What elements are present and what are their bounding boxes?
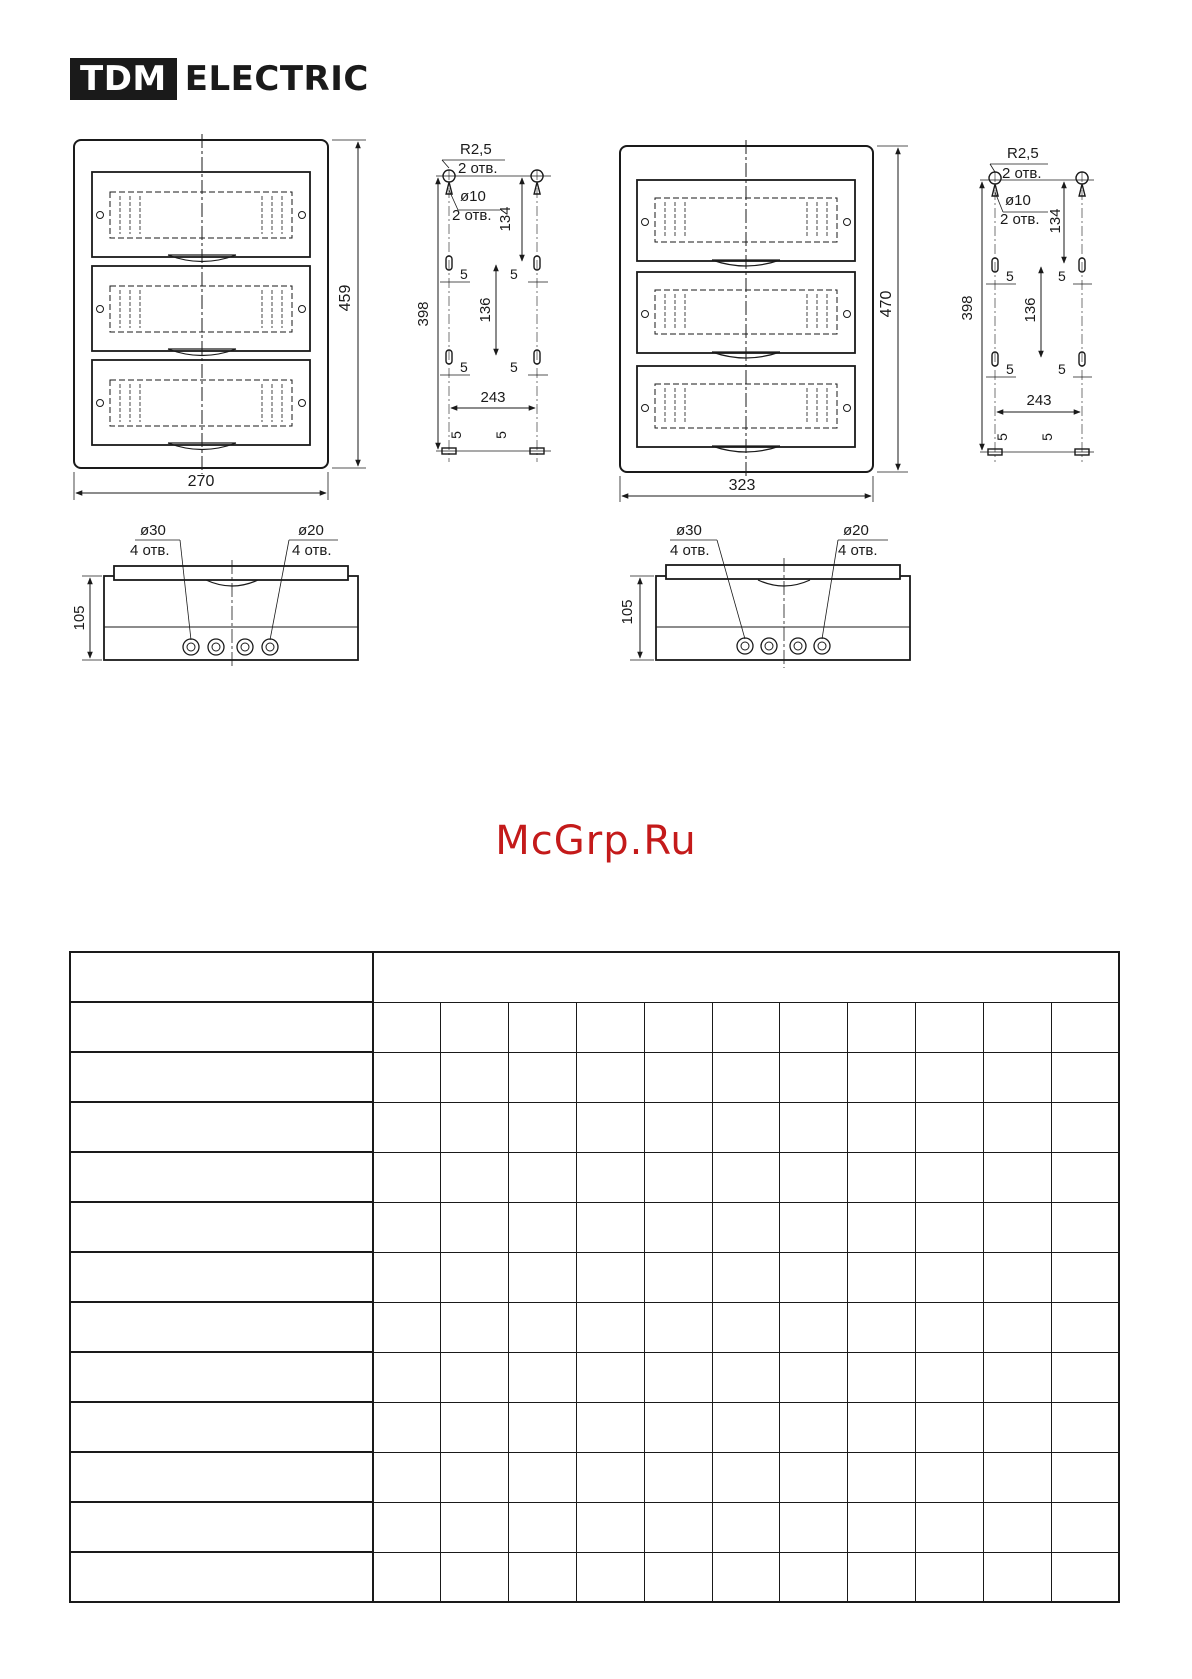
table-cell: [509, 1052, 577, 1102]
table-cell: [780, 1102, 848, 1152]
table-cell: [441, 1502, 509, 1552]
left-mount-total: 398: [415, 301, 432, 327]
left-mount-slot-3: 5: [460, 359, 468, 375]
table-cell: [576, 1552, 644, 1602]
table-cell: [848, 1552, 916, 1602]
right-hole-small-count: 4 отв.: [838, 542, 878, 559]
right-mount-radius: R2,5: [1007, 145, 1039, 162]
table-row: [70, 1352, 1119, 1402]
table-cell: [983, 1502, 1051, 1552]
table-cell: [1051, 1352, 1119, 1402]
left-mount-radius: R2,5: [460, 141, 492, 158]
table-cell: [712, 1402, 780, 1452]
table-cell: [70, 1302, 373, 1352]
table-cell: [848, 1402, 916, 1452]
table-cell: [916, 1502, 984, 1552]
table-row: [70, 1102, 1119, 1152]
table-cell: [712, 1102, 780, 1152]
table-cell: [576, 1502, 644, 1552]
table-cell: [983, 1202, 1051, 1252]
table-cell: [70, 1002, 373, 1052]
table-cell: [441, 1002, 509, 1052]
table-cell: [1051, 1552, 1119, 1602]
table-cell: [70, 1252, 373, 1302]
table-cell: [780, 1402, 848, 1452]
table-cell: [644, 1402, 712, 1452]
table-cell: [1051, 1152, 1119, 1202]
table-cell: [780, 1302, 848, 1352]
left-mount-slot-2: 5: [510, 266, 518, 282]
table-cell: [70, 952, 373, 1002]
table-cell: [848, 1102, 916, 1152]
table-cell: [916, 1002, 984, 1052]
right-mount-mid-gap: 136: [1022, 297, 1039, 323]
left-bottom-view: [82, 540, 358, 668]
table-cell: [916, 1352, 984, 1402]
table-cell: [576, 1002, 644, 1052]
right-bottom-view: [630, 540, 910, 668]
table-row: [70, 1552, 1119, 1602]
table-cell: [848, 1152, 916, 1202]
table-cell: [712, 1052, 780, 1102]
table-row: [70, 1452, 1119, 1502]
right-depth-label: 105: [619, 599, 636, 625]
table-cell: [916, 1052, 984, 1102]
table-cell: [780, 1252, 848, 1302]
table-cell: [509, 1302, 577, 1352]
table-cell: [848, 1452, 916, 1502]
left-mount-hole: ø10: [460, 188, 486, 205]
table-cell: [644, 1202, 712, 1252]
table-cell: [373, 1152, 441, 1202]
table-cell: [509, 1352, 577, 1402]
table-cell: [848, 1352, 916, 1402]
table-cell: [576, 1302, 644, 1352]
table-cell: [712, 1002, 780, 1052]
table-cell: [70, 1552, 373, 1602]
table-cell: [644, 1152, 712, 1202]
table-cell: [780, 1202, 848, 1252]
table-cell: [1051, 1402, 1119, 1452]
table-cell: [373, 1502, 441, 1552]
left-mount-slot-4: 5: [510, 359, 518, 375]
table-row: [70, 1152, 1119, 1202]
table-cell: [644, 1452, 712, 1502]
table-cell: [441, 1152, 509, 1202]
right-mount-slot-2: 5: [1058, 268, 1066, 284]
table-cell: [848, 1202, 916, 1252]
table-row: [70, 1402, 1119, 1452]
right-mount-slot-1: 5: [1006, 268, 1014, 284]
table-cell: [780, 1002, 848, 1052]
table-cell: [1051, 1302, 1119, 1352]
table-cell: [983, 1402, 1051, 1452]
right-front-view: [620, 140, 908, 502]
table-cell: [509, 1252, 577, 1302]
table-cell: [916, 1402, 984, 1452]
table-cell: [70, 1352, 373, 1402]
table-cell: [644, 1302, 712, 1352]
table-cell: [712, 1202, 780, 1252]
left-mount-slot-6: 5: [493, 431, 509, 439]
table-cell: [70, 1452, 373, 1502]
table-cell: [509, 1102, 577, 1152]
table-cell: [576, 1052, 644, 1102]
table-cell: [441, 1552, 509, 1602]
table-cell: [1051, 1052, 1119, 1102]
table-cell: [576, 1252, 644, 1302]
table-cell: [1051, 1102, 1119, 1152]
right-mount-hole-count: 2 отв.: [1000, 211, 1040, 228]
right-mount-total: 398: [959, 295, 976, 321]
table-cell: [712, 1452, 780, 1502]
table-cell: [848, 1052, 916, 1102]
right-mount-slot-5: 5: [994, 433, 1010, 441]
table-cell: [576, 1152, 644, 1202]
table-cell: [70, 1102, 373, 1152]
table-cell: [644, 1252, 712, 1302]
left-mount-top-gap: 134: [497, 206, 514, 232]
table-row: [70, 1502, 1119, 1552]
table-cell: [916, 1552, 984, 1602]
table-cell: [983, 1052, 1051, 1102]
left-front-view: [74, 134, 366, 500]
table-cell: [1051, 1452, 1119, 1502]
table-cell: [983, 1302, 1051, 1352]
left-hole-small-count: 4 отв.: [292, 542, 332, 559]
table-cell: [373, 1302, 441, 1352]
table-cell: [712, 1552, 780, 1602]
table-row: [70, 1252, 1119, 1302]
table-cell: [916, 1102, 984, 1152]
right-mount-radius-count: 2 отв.: [1002, 165, 1042, 182]
table-cell: [70, 1202, 373, 1252]
table-cell: [509, 1452, 577, 1502]
table-cell: [509, 1502, 577, 1552]
table-cell: [712, 1502, 780, 1552]
table-cell: [983, 1152, 1051, 1202]
brand-logo-box: TDM: [70, 58, 177, 100]
left-mount-slot-1: 5: [460, 266, 468, 282]
table-cell: [916, 1202, 984, 1252]
table-cell: [780, 1552, 848, 1602]
right-mount-slot-6: 5: [1039, 433, 1055, 441]
table-cell: [712, 1152, 780, 1202]
table-cell: [70, 1052, 373, 1102]
table-cell: [509, 1002, 577, 1052]
table-cell: [441, 1202, 509, 1252]
table-cell: [373, 1202, 441, 1252]
left-mount-mid-gap: 136: [477, 297, 494, 323]
table-cell: [780, 1052, 848, 1102]
left-mount-slot-5: 5: [448, 431, 464, 439]
table-cell: [70, 1152, 373, 1202]
table-cell: [848, 1502, 916, 1552]
table-cell: [712, 1352, 780, 1402]
table-cell: [644, 1502, 712, 1552]
table-cell: [576, 1102, 644, 1152]
table-cell: [373, 1402, 441, 1452]
right-hole-small: ø20: [843, 522, 869, 539]
table-cell: [441, 1102, 509, 1152]
table-cell: [780, 1502, 848, 1552]
table-cell: [509, 1402, 577, 1452]
left-hole-small: ø20: [298, 522, 324, 539]
table-cell: [712, 1302, 780, 1352]
spec-table: [69, 951, 1120, 1603]
table-cell: [848, 1302, 916, 1352]
table-cell: [644, 1052, 712, 1102]
table-row: [70, 1302, 1119, 1352]
table-row: [70, 1002, 1119, 1052]
right-mount-top-gap: 134: [1047, 208, 1064, 234]
right-hole-large-count: 4 отв.: [670, 542, 710, 559]
table-cell: [576, 1452, 644, 1502]
table-cell: [983, 1352, 1051, 1402]
right-hole-large: ø30: [676, 522, 702, 539]
table-cell: [983, 1552, 1051, 1602]
table-cell: [983, 1002, 1051, 1052]
table-cell: [780, 1452, 848, 1502]
technical-drawings: [0, 0, 1192, 700]
table-cell: [1051, 1202, 1119, 1252]
left-mount-spacing: 243: [480, 389, 506, 406]
right-mount-spacing: 243: [1026, 392, 1052, 409]
table-cell: [373, 1552, 441, 1602]
table-cell: [712, 1252, 780, 1302]
right-height-label: 470: [878, 290, 895, 318]
table-cell: [509, 1202, 577, 1252]
table-cell: [848, 1002, 916, 1052]
table-cell: [441, 1452, 509, 1502]
table-row: [70, 1052, 1119, 1102]
table-cell: [576, 1352, 644, 1402]
table-cell: [983, 1452, 1051, 1502]
table-cell: [916, 1252, 984, 1302]
table-cell: [1051, 1002, 1119, 1052]
table-cell: [373, 1002, 441, 1052]
right-width-label: 323: [728, 477, 756, 494]
table-cell: [373, 1102, 441, 1152]
table-cell: [509, 1152, 577, 1202]
table-cell: [983, 1102, 1051, 1152]
left-mount-hole-count: 2 отв.: [452, 207, 492, 224]
table-cell: [644, 1552, 712, 1602]
table-cell: [70, 1502, 373, 1552]
table-cell: [576, 1202, 644, 1252]
table-cell: [780, 1352, 848, 1402]
right-mount-slot-3: 5: [1006, 361, 1014, 377]
table-cell: [441, 1252, 509, 1302]
watermark: McGrp.Ru: [495, 818, 697, 864]
table-cell: [644, 1352, 712, 1402]
left-depth-label: 105: [71, 605, 88, 631]
brand-logo-name: ELECTRIC: [184, 59, 369, 99]
left-mount-radius-count: 2 отв.: [458, 160, 498, 177]
table-cell: [441, 1402, 509, 1452]
table-row: [70, 1202, 1119, 1252]
table-header-row: [70, 952, 1119, 1002]
table-cell: [441, 1052, 509, 1102]
left-height-label: 459: [337, 284, 354, 312]
table-cell: [509, 1552, 577, 1602]
table-cell: [1051, 1502, 1119, 1552]
table-cell: [373, 1452, 441, 1502]
table-cell: [983, 1252, 1051, 1302]
table-cell: [644, 1002, 712, 1052]
right-mount-hole: ø10: [1005, 192, 1031, 209]
table-cell: [373, 952, 1119, 1002]
table-cell: [916, 1452, 984, 1502]
table-cell: [644, 1102, 712, 1152]
table-cell: [848, 1252, 916, 1302]
left-width-label: 270: [187, 473, 215, 490]
table-cell: [576, 1402, 644, 1452]
table-cell: [373, 1252, 441, 1302]
left-hole-large-count: 4 отв.: [130, 542, 170, 559]
right-mount-slot-4: 5: [1058, 361, 1066, 377]
table-cell: [70, 1402, 373, 1452]
table-cell: [441, 1302, 509, 1352]
left-hole-large: ø30: [140, 522, 166, 539]
table-cell: [373, 1352, 441, 1402]
table-cell: [373, 1052, 441, 1102]
table-cell: [916, 1152, 984, 1202]
table-cell: [916, 1302, 984, 1352]
table-cell: [1051, 1252, 1119, 1302]
table-cell: [441, 1352, 509, 1402]
table-cell: [780, 1152, 848, 1202]
